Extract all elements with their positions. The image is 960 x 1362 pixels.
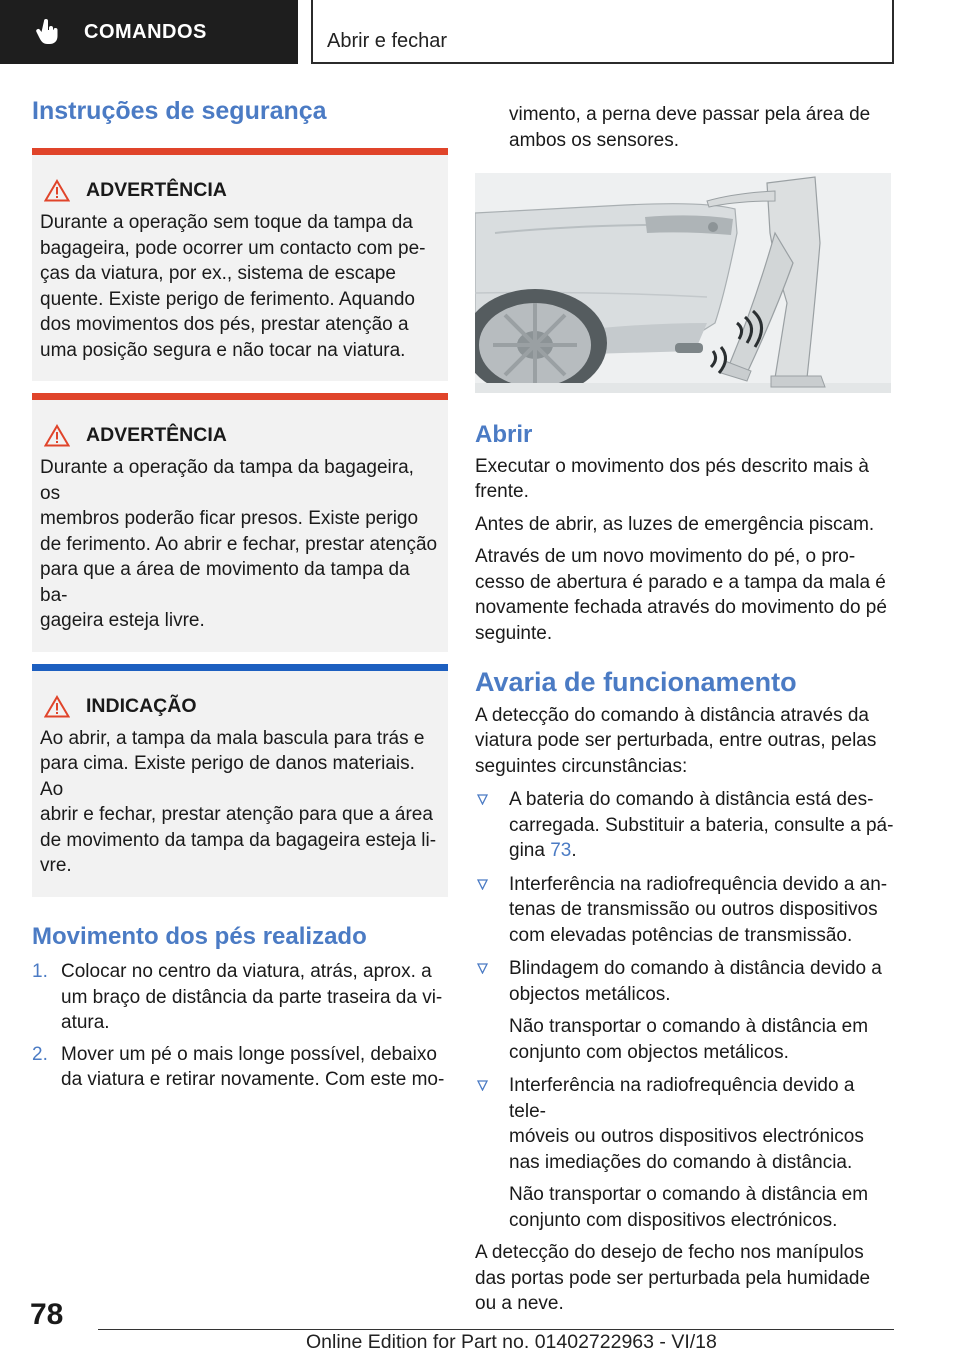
para-line: Executar o movimento dos pés descrito mais à xyxy=(475,455,869,477)
safety-title: Instruções de segurança xyxy=(32,97,327,125)
warning-2-line: Durante a operação da tampa da bagageira, os xyxy=(40,457,414,504)
step-item xyxy=(32,1042,448,1093)
footer-edition: Online Edition for Part no. 01402722963 - VI/18 xyxy=(306,1331,717,1353)
fault-title: Avaria de funcionamento xyxy=(475,667,797,698)
note-line: de movimento da tampa da bagageira esteja li- xyxy=(40,829,437,851)
warning-2-line: membros poderão ficar presos. Existe perigo xyxy=(40,508,419,529)
step-number: 2. xyxy=(32,1043,48,1065)
bullet-item xyxy=(475,956,895,1007)
bullet-item xyxy=(475,787,895,864)
step-line: da viatura e retirar novamente. Com este mo- xyxy=(61,1069,445,1091)
open-para-1 xyxy=(475,454,895,505)
step-line: atura. xyxy=(61,1012,110,1034)
page-header xyxy=(0,0,960,66)
note-title xyxy=(44,695,438,718)
warning-1-line: ças da viatura, por ex., sistema de escape xyxy=(40,263,396,284)
bullet-line: Interferência na radiofrequência devido a tele- xyxy=(509,1075,855,1122)
left-column xyxy=(32,96,448,1093)
para-line: seguintes circunstâncias: xyxy=(475,755,688,777)
warning-label-1: ADVERTÊNCIA xyxy=(86,179,227,201)
step-line: Mover um pé o mais longe possível, debaixo xyxy=(61,1043,437,1065)
para-line: das portas pode ser perturbada pela humidade xyxy=(475,1267,871,1289)
bullet-line: Não transportar o comando à distância em xyxy=(509,1184,869,1206)
bullet-line: nas imediações do comando à distância. xyxy=(509,1151,853,1173)
bullet-text xyxy=(509,872,887,949)
page-number: 78 xyxy=(30,1298,64,1331)
bullet-line: carregada. Substituir a bateria, consulte a pá- xyxy=(509,814,894,836)
bullet-subtext xyxy=(475,1014,895,1065)
fault-intro xyxy=(475,703,895,780)
para-line: novamente fechada através do movimento do pé xyxy=(475,597,887,619)
bullet-line: Interferência na radiofrequência devido a an- xyxy=(509,873,888,895)
bullet-line: Não transportar o comando à distância em xyxy=(509,1016,869,1038)
bullet-marker xyxy=(475,872,509,949)
warning-box-1 xyxy=(32,148,448,381)
bullet-text-post: . xyxy=(571,840,577,862)
note-line: para cima. Existe perigo de danos materiais. Ao xyxy=(40,753,415,800)
warning-1-line: uma posição segura e não tocar na viatura. xyxy=(40,339,406,361)
bullet-subtext xyxy=(475,1182,895,1233)
category-label: COMANDOS xyxy=(84,20,207,43)
bullet-line: tenas de transmissão ou outros dispositivos xyxy=(509,899,878,921)
warning-title-1 xyxy=(44,179,438,202)
step-line: Colocar no centro da viatura, atrás, aprox. a xyxy=(61,961,432,983)
step-number: 1. xyxy=(32,961,48,983)
para-line: ou a neve. xyxy=(475,1293,564,1315)
bullet-marker xyxy=(475,787,509,864)
bullet-line: conjunto com objectos metálicos. xyxy=(509,1041,789,1063)
note-label: INDICAÇÃO xyxy=(86,694,197,717)
para-line: frente. xyxy=(475,481,529,503)
para-line: Através de um novo movimento do pé, o pro- xyxy=(475,546,856,568)
section-label: Abrir e fechar xyxy=(327,30,448,52)
bullet-line: móveis ou outros dispositivos electrónicos xyxy=(509,1126,864,1148)
triangle-bullet-icon xyxy=(477,1080,488,1091)
para-line: viatura pode ser perturbada, entre outras, pelas xyxy=(475,730,877,752)
bullet-line xyxy=(509,838,893,864)
warning-text-2 xyxy=(40,455,438,634)
bullet-text xyxy=(509,787,893,864)
note-text xyxy=(40,726,438,879)
warning-triangle-icon xyxy=(44,179,70,202)
bullet-line: conjunto com dispositivos electrónicos. xyxy=(509,1209,838,1231)
section-header xyxy=(311,0,894,64)
warning-1-line: bagageira, pode ocorrer um contacto com pe- xyxy=(40,237,426,259)
warning-label-2: ADVERTÊNCIA xyxy=(86,424,227,446)
warning-1-line: Durante a operação sem toque da tampa da xyxy=(40,212,413,233)
bullet-marker xyxy=(475,1073,509,1175)
category-tab[interactable] xyxy=(0,0,298,64)
bullet-text xyxy=(509,956,882,1007)
bullet-line: com elevadas potências de transmissão. xyxy=(509,924,853,946)
car-foot-sensor-illustration xyxy=(475,173,891,393)
warning-text-1 xyxy=(40,210,438,363)
warning-2-line: gageira esteja livre. xyxy=(40,610,205,631)
bullet-text xyxy=(509,1073,895,1175)
bullet-item xyxy=(475,872,895,949)
bullet-line: objectos metálicos. xyxy=(509,983,671,1005)
bullet-marker xyxy=(475,956,509,1007)
warning-box-2 xyxy=(32,393,448,652)
note-line: abrir e fechar, prestar atenção para que a área xyxy=(40,804,433,825)
para-line: cesso de abertura é parado e a tampa da mala é xyxy=(475,571,886,593)
page-reference-link[interactable]: 73 xyxy=(550,840,572,862)
para-line: seguinte. xyxy=(475,622,553,644)
warning-triangle-icon xyxy=(44,424,70,447)
foot-movement-title: Movimento dos pés realizado xyxy=(32,922,367,950)
bullet-line: A bateria do comando à distância está des- xyxy=(509,789,874,811)
hand-pointer-icon xyxy=(34,18,62,46)
continuation-line: ambos os sensores. xyxy=(509,129,680,151)
open-title: Abrir xyxy=(475,421,533,448)
para-line: A detecção do comando à distância através da xyxy=(475,704,869,726)
note-box xyxy=(32,664,448,897)
warning-title-2 xyxy=(44,424,438,447)
note-line: Ao abrir, a tampa da mala bascula para trás e xyxy=(40,727,425,749)
triangle-bullet-icon xyxy=(477,794,488,805)
bullet-line: Blindagem do comando à distância devido a xyxy=(509,958,882,980)
right-column xyxy=(475,96,895,1317)
step-item xyxy=(32,959,448,1036)
note-line: vre. xyxy=(40,855,72,876)
bullet-item xyxy=(475,1073,895,1175)
open-para-2 xyxy=(475,512,895,538)
warning-triangle-icon xyxy=(44,695,70,718)
step-continuation xyxy=(475,102,895,153)
triangle-bullet-icon xyxy=(477,963,488,974)
continuation-line: vimento, a perna deve passar pela área de xyxy=(509,104,871,125)
warning-1-line: quente. Existe perigo de ferimento. Aquando xyxy=(40,288,415,310)
step-text xyxy=(61,1042,444,1093)
steps-list xyxy=(32,959,448,1093)
open-para-3 xyxy=(475,544,895,646)
step-text xyxy=(61,959,442,1036)
para-line: A detecção do desejo de fecho nos manípulos xyxy=(475,1242,864,1264)
closing-para xyxy=(475,1240,895,1317)
warning-1-line: dos movimentos dos pés, prestar atenção a xyxy=(40,314,409,335)
footer-divider xyxy=(98,1329,894,1330)
warning-2-line: para que a área de movimento da tampa da ba- xyxy=(40,559,410,606)
warning-2-line: de ferimento. Ao abrir e fechar, prestar atenção xyxy=(40,533,438,555)
para-line: Antes de abrir, as luzes de emergência piscam. xyxy=(475,513,875,535)
step-line: um braço de distância da parte traseira da vi- xyxy=(61,986,443,1008)
triangle-bullet-icon xyxy=(477,879,488,890)
bullet-text-pre: gina xyxy=(509,840,551,862)
